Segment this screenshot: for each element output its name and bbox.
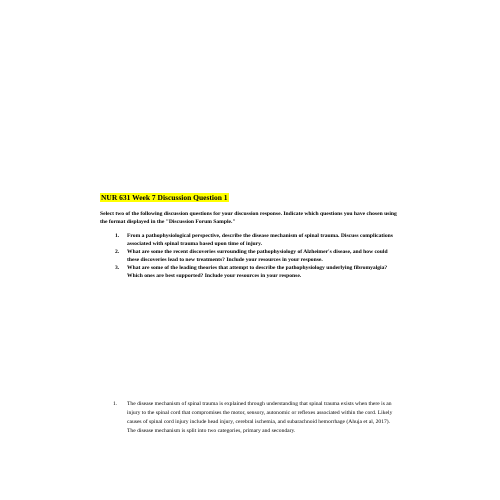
question-list [100, 232, 400, 280]
question-item-1 [100, 232, 400, 248]
question-item-2 [100, 248, 400, 264]
question-number: 3. [115, 265, 120, 271]
answer-item-1 [113, 400, 400, 436]
question-text: What are some of the leading theories that attempt to describe the pathophysiology underlying fibromyalgia? Which ones are best supported? Include your resources in your response. [127, 265, 388, 279]
answer-list [113, 400, 400, 436]
question-number: 2. [115, 249, 120, 255]
question-number: 1. [115, 233, 120, 239]
question-item-3 [100, 264, 400, 280]
document-title: NUR 631 Week 7 Discussion Question 1 [101, 193, 228, 202]
question-text: From a pathophysiological perspective, describe the disease mechanism of spinal trauma. Discuss complications associated with spinal trauma based upon time of injury. [127, 233, 393, 247]
answer-number: 1. [113, 401, 118, 407]
instructions-paragraph: Select two of the following discussion questions for your discussion response. Indicate which questions you have chosen using the format displayed in the "Discussion Forum Sample." [100, 211, 397, 225]
question-text: What are some the recent discoveries surrounding the pathophysiology of Alzheimer's disease, and how could these discoveries lead to new treatments? Include your resources in your response. [127, 249, 388, 263]
answer-text: The disease mechanism of spinal trauma is explained through understanding that spinal trauma exists when there is an injury to the spinal cord that compromises the motor, sensory, autonomic or reflexes associated within the cord. Likely causes of spinal cord injury include head injury, cerebral ischemia, and subarachnoid hemorrhage (Ahuja et al, 2017). The disease mechanism is split into two categories, primary and secondary. [127, 401, 393, 434]
